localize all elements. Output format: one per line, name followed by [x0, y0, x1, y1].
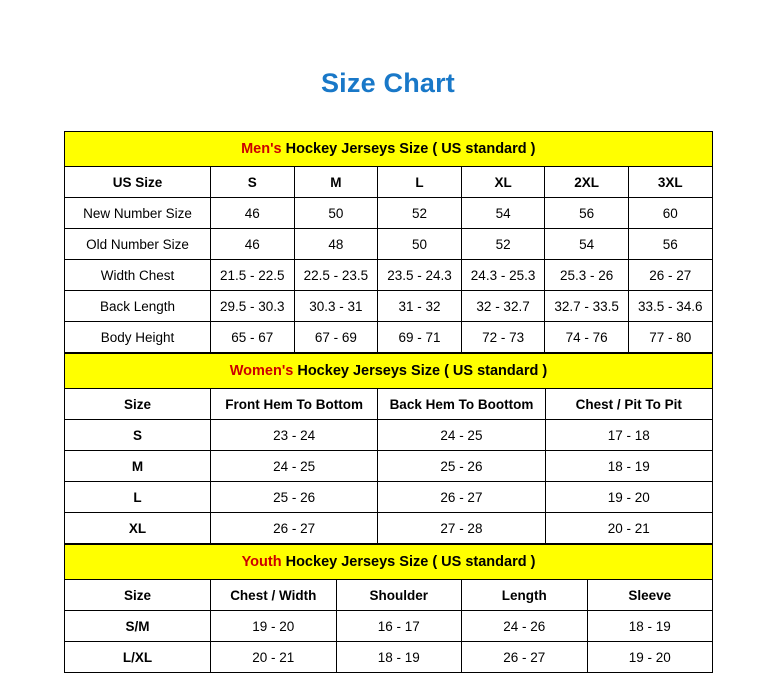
cell: 20 - 21: [211, 642, 337, 673]
row-label: Back Length: [65, 291, 211, 322]
cell: 18 - 19: [587, 611, 713, 642]
cell: 33.5 - 34.6: [628, 291, 712, 322]
cell: 19 - 20: [587, 642, 713, 673]
cell: 32.7 - 33.5: [545, 291, 629, 322]
cell: 46: [211, 198, 295, 229]
cell: 30.3 - 31: [294, 291, 378, 322]
mens-col-0: US Size: [65, 167, 211, 198]
mens-col-5: 2XL: [545, 167, 629, 198]
mens-heading-accent: Men's: [241, 141, 282, 157]
mens-col-6: 3XL: [628, 167, 712, 198]
cell: 67 - 69: [294, 322, 378, 353]
womens-heading-accent: Women's: [229, 363, 294, 379]
size-tables: [64, 99, 712, 673]
cell: 24 - 25: [378, 420, 545, 451]
cell: 25 - 26: [211, 482, 378, 513]
cell: 24 - 26: [462, 611, 588, 642]
row-label: L: [65, 482, 211, 513]
youth-section-heading: [65, 545, 713, 580]
cell: 69 - 71: [378, 322, 462, 353]
cell: 56: [628, 229, 712, 260]
cell: 25 - 26: [378, 451, 545, 482]
cell: 77 - 80: [628, 322, 712, 353]
cell: 50: [378, 229, 462, 260]
cell: 16 - 17: [336, 611, 462, 642]
cell: 54: [461, 198, 545, 229]
cell: 24 - 25: [211, 451, 378, 482]
page-title: Size Chart: [320, 68, 456, 98]
cell: 52: [461, 229, 545, 260]
mens-col-4: XL: [461, 167, 545, 198]
cell: 23.5 - 24.3: [378, 260, 462, 291]
table-row: [65, 420, 713, 451]
cell: 26 - 27: [462, 642, 588, 673]
womens-col-0: Size: [65, 389, 211, 420]
cell: 26 - 27: [628, 260, 712, 291]
row-label: Body Height: [65, 322, 211, 353]
youth-col-1: Chest / Width: [211, 580, 337, 611]
cell: 25.3 - 26: [545, 260, 629, 291]
cell: 60: [628, 198, 712, 229]
mens-section-heading: [65, 132, 713, 167]
cell: 46: [211, 229, 295, 260]
mens-size-table: [64, 131, 713, 353]
cell: 72 - 73: [461, 322, 545, 353]
cell: 19 - 20: [545, 482, 712, 513]
table-row: [65, 513, 713, 544]
youth-col-3: Length: [462, 580, 588, 611]
cell: 26 - 27: [378, 482, 545, 513]
table-row: [65, 260, 713, 291]
mens-column-headers: [65, 167, 713, 198]
table-row: [65, 291, 713, 322]
row-label: Old Number Size: [65, 229, 211, 260]
youth-heading-accent: Youth: [241, 554, 282, 570]
mens-heading-rest: Hockey Jerseys Size ( US standard ): [281, 141, 536, 157]
table-row: [65, 482, 713, 513]
cell: 54: [545, 229, 629, 260]
cell: 27 - 28: [378, 513, 545, 544]
row-label: S/M: [65, 611, 211, 642]
womens-size-table: [64, 353, 713, 544]
youth-size-table: [64, 544, 713, 673]
womens-col-3: Chest / Pit To Pit: [545, 389, 712, 420]
mens-col-1: S: [211, 167, 295, 198]
table-row: [65, 611, 713, 642]
cell: 17 - 18: [545, 420, 712, 451]
womens-heading-cell: [65, 354, 713, 389]
youth-col-4: Sleeve: [587, 580, 713, 611]
row-label: S: [65, 420, 211, 451]
table-row: [65, 198, 713, 229]
cell: 29.5 - 30.3: [211, 291, 295, 322]
cell: 26 - 27: [211, 513, 378, 544]
cell: 56: [545, 198, 629, 229]
table-row: [65, 451, 713, 482]
row-label: Width Chest: [65, 260, 211, 291]
mens-col-3: L: [378, 167, 462, 198]
cell: 19 - 20: [211, 611, 337, 642]
row-label: XL: [65, 513, 211, 544]
womens-section-heading: [65, 354, 713, 389]
womens-heading-rest: Hockey Jerseys Size ( US standard ): [293, 363, 548, 379]
cell: 18 - 19: [336, 642, 462, 673]
cell: 24.3 - 25.3: [461, 260, 545, 291]
youth-heading-cell: [65, 545, 713, 580]
table-row: [65, 229, 713, 260]
womens-col-2: Back Hem To Boottom: [378, 389, 545, 420]
cell: 23 - 24: [211, 420, 378, 451]
mens-heading-cell: [65, 132, 713, 167]
row-label: New Number Size: [65, 198, 211, 229]
youth-column-headers: [65, 580, 713, 611]
mens-col-2: M: [294, 167, 378, 198]
row-label: L/XL: [65, 642, 211, 673]
cell: 20 - 21: [545, 513, 712, 544]
cell: 48: [294, 229, 378, 260]
cell: 18 - 19: [545, 451, 712, 482]
cell: 52: [378, 198, 462, 229]
cell: 31 - 32: [378, 291, 462, 322]
womens-column-headers: [65, 389, 713, 420]
youth-heading-rest: Hockey Jerseys Size ( US standard ): [281, 554, 536, 570]
table-row: [65, 322, 713, 353]
womens-col-1: Front Hem To Bottom: [211, 389, 378, 420]
youth-col-0: Size: [65, 580, 211, 611]
cell: 21.5 - 22.5: [211, 260, 295, 291]
table-row: [65, 642, 713, 673]
cell: 50: [294, 198, 378, 229]
cell: 32 - 32.7: [461, 291, 545, 322]
cell: 22.5 - 23.5: [294, 260, 378, 291]
row-label: M: [65, 451, 211, 482]
cell: 74 - 76: [545, 322, 629, 353]
youth-col-2: Shoulder: [336, 580, 462, 611]
cell: 65 - 67: [211, 322, 295, 353]
